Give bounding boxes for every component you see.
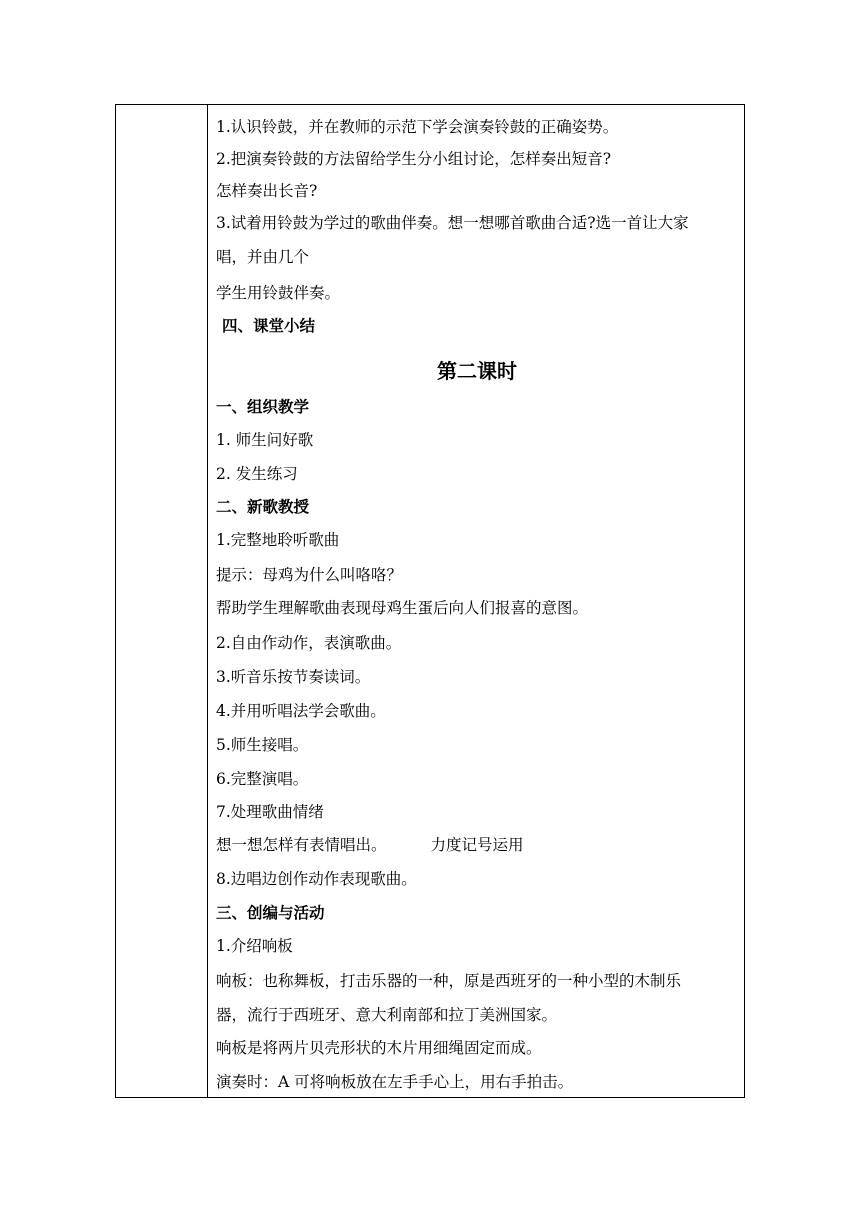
text-line: 演奏时：A 可将响板放在左手手心上，用右手拍击。 xyxy=(216,1073,574,1091)
lesson-title: 第二课时 xyxy=(437,359,517,383)
table-left-column xyxy=(116,105,208,1097)
text-line: 提示：母鸡为什么叫咯咯？ xyxy=(216,566,403,584)
text-line: 响板是将两片贝壳形状的木片用细绳固定而成。 xyxy=(216,1039,542,1057)
text-line: 7.处理歌曲情绪 xyxy=(216,803,324,821)
text-segment: 力度记号运用 xyxy=(430,836,524,854)
section-heading: 二、新歌教授 xyxy=(216,498,310,516)
text-line xyxy=(216,835,524,855)
text-line: 6.完整演唱。 xyxy=(216,770,309,788)
text-line: 响板：也称舞板，打击乐器的一种，原是西班牙的一种小型的木制乐 xyxy=(216,972,682,990)
section-heading: 一、组织教学 xyxy=(216,398,310,416)
text-line: 1.认识铃鼓，并在教师的示范下学会演奏铃鼓的正确姿势。 xyxy=(216,118,619,136)
section-heading: 三、创编与活动 xyxy=(216,904,325,922)
text-line: 怎样奏出长音? xyxy=(216,182,318,200)
text-line: 唱，并由几个 xyxy=(216,248,310,266)
text-line: 8.边唱边创作动作表现歌曲。 xyxy=(216,870,417,888)
text-line: 帮助学生理解歌曲表现母鸡生蛋后向人们报喜的意图。 xyxy=(216,599,589,617)
text-line: 3.听音乐按节奏读词。 xyxy=(216,668,371,686)
text-line: 2. 发生练习 xyxy=(216,465,298,483)
text-line: 3.试着用铃鼓为学过的歌曲伴奏。想一想哪首歌曲合适?选一首让大家 xyxy=(216,214,689,232)
text-line: 2.把演奏铃鼓的方法留给学生分小组讨论，怎样奏出短音? xyxy=(216,150,612,168)
text-line: 学生用铃鼓伴奏。 xyxy=(216,284,341,302)
text-line: 器，流行于西班牙、意大利南部和拉丁美洲国家。 xyxy=(216,1006,558,1024)
text-line: 2.自由作动作，表演歌曲。 xyxy=(216,634,402,652)
text-line: 1. 师生问好歌 xyxy=(216,431,314,449)
text-segment: 想一想怎样有表情唱出。 xyxy=(216,836,387,854)
text-line: 4.并用听唱法学会歌曲。 xyxy=(216,702,386,720)
text-line: 5.师生接唱。 xyxy=(216,736,309,754)
lesson-table xyxy=(115,104,745,1098)
text-line: 1.介绍响板 xyxy=(216,937,293,955)
section-heading: 四、课堂小结 xyxy=(222,317,316,335)
text-line: 1.完整地聆听歌曲 xyxy=(216,531,340,549)
